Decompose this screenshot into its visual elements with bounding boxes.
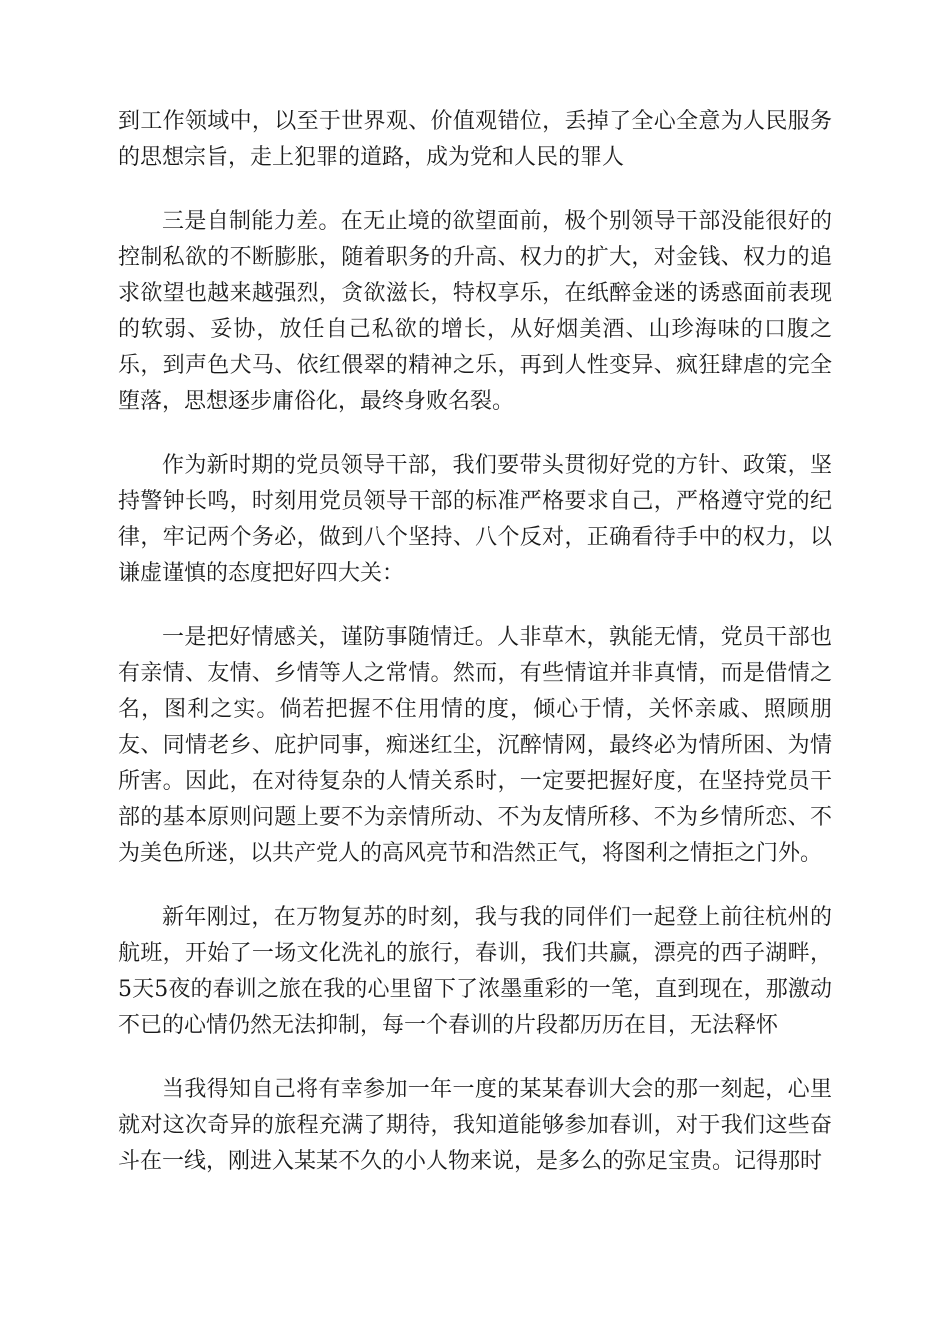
paragraph-party-leaders: 作为新时期的党员领导干部，我们要带头贯彻好党的方针、政策，坚持警钟长鸣，时刻用党员领导干部的标准严格要求自己，严格遵守党的纪律，牢记两个务必，做到八个坚持、八个反对，正确看待手中的权力，以谦虚谨慎的态度把好四大关： (118, 453, 832, 586)
paragraph-emotion-gate: 一是把好情感关，谨防事随情迁。人非草木，孰能无情，党员干部也有亲情、友情、乡情等人之常情。然而，有些情谊并非真情，而是借情之名，图利之实。倘若把握不住用情的度，倾心于情，关怀亲戚、照顾朋友、同情老乡、庇护同事，痴迷红尘，沉醉情网，最终必为情所困、为情所害。因此，在对待复杂的人情关系时，一定要把握好度，在坚持党员干部的基本原则问题上要不为亲情所动、不为友情所移、不为乡情所恋、不为美色所迷，以共产党人的高风亮节和浩然正气，将图利之情拒之门外。 (118, 625, 832, 866)
paragraph-self-control: 三是自制能力差。在无止境的欲望面前，极个别领导干部没能很好的控制私欲的不断膨胀，随着职务的升高、权力的扩大，对金钱、权力的追求欲望也越来越强烈，贪欲滋长，特权享乐，在纸醉金迷的诱惑面前表现的软弱、妥协，放任自己私欲的增长，从好烟美酒、山珍海味的口腹之乐，到声色犬马、依红偎翠的精神之乐，再到人性变异、疯狂肆虐的完全堕落，思想逐步庸俗化，最终身败名裂。 (118, 209, 832, 414)
paragraph-spring-training: 当我得知自己将有幸参加一年一度的某某春训大会的那一刻起，心里就对这次奇异的旅程充满了期待，我知道能够参加春训，对于我们这些奋斗在一线，刚进入某某不久的小人物来说，是多么的弥足宝贵。记得那时 (118, 1077, 832, 1174)
paragraph-continuation: 到工作领域中，以至于世界观、价值观错位，丢掉了全心全意为人民服务的思想宗旨，走上犯罪的道路，成为党和人民的罪人 (118, 109, 832, 170)
paragraph-new-year-trip: 新年刚过，在万物复苏的时刻，我与我的同伴们一起登上前往杭州的航班，开始了一场文化洗礼的旅行，春训，我们共赢，漂亮的西子湖畔，5天5夜的春训之旅在我的心里留下了浓墨重彩的一笔，直到现在，那激动不已的心情仍然无法抑制，每一个春训的片段都历历在目，无法释怀 (118, 905, 832, 1038)
document-body (118, 104, 832, 1208)
